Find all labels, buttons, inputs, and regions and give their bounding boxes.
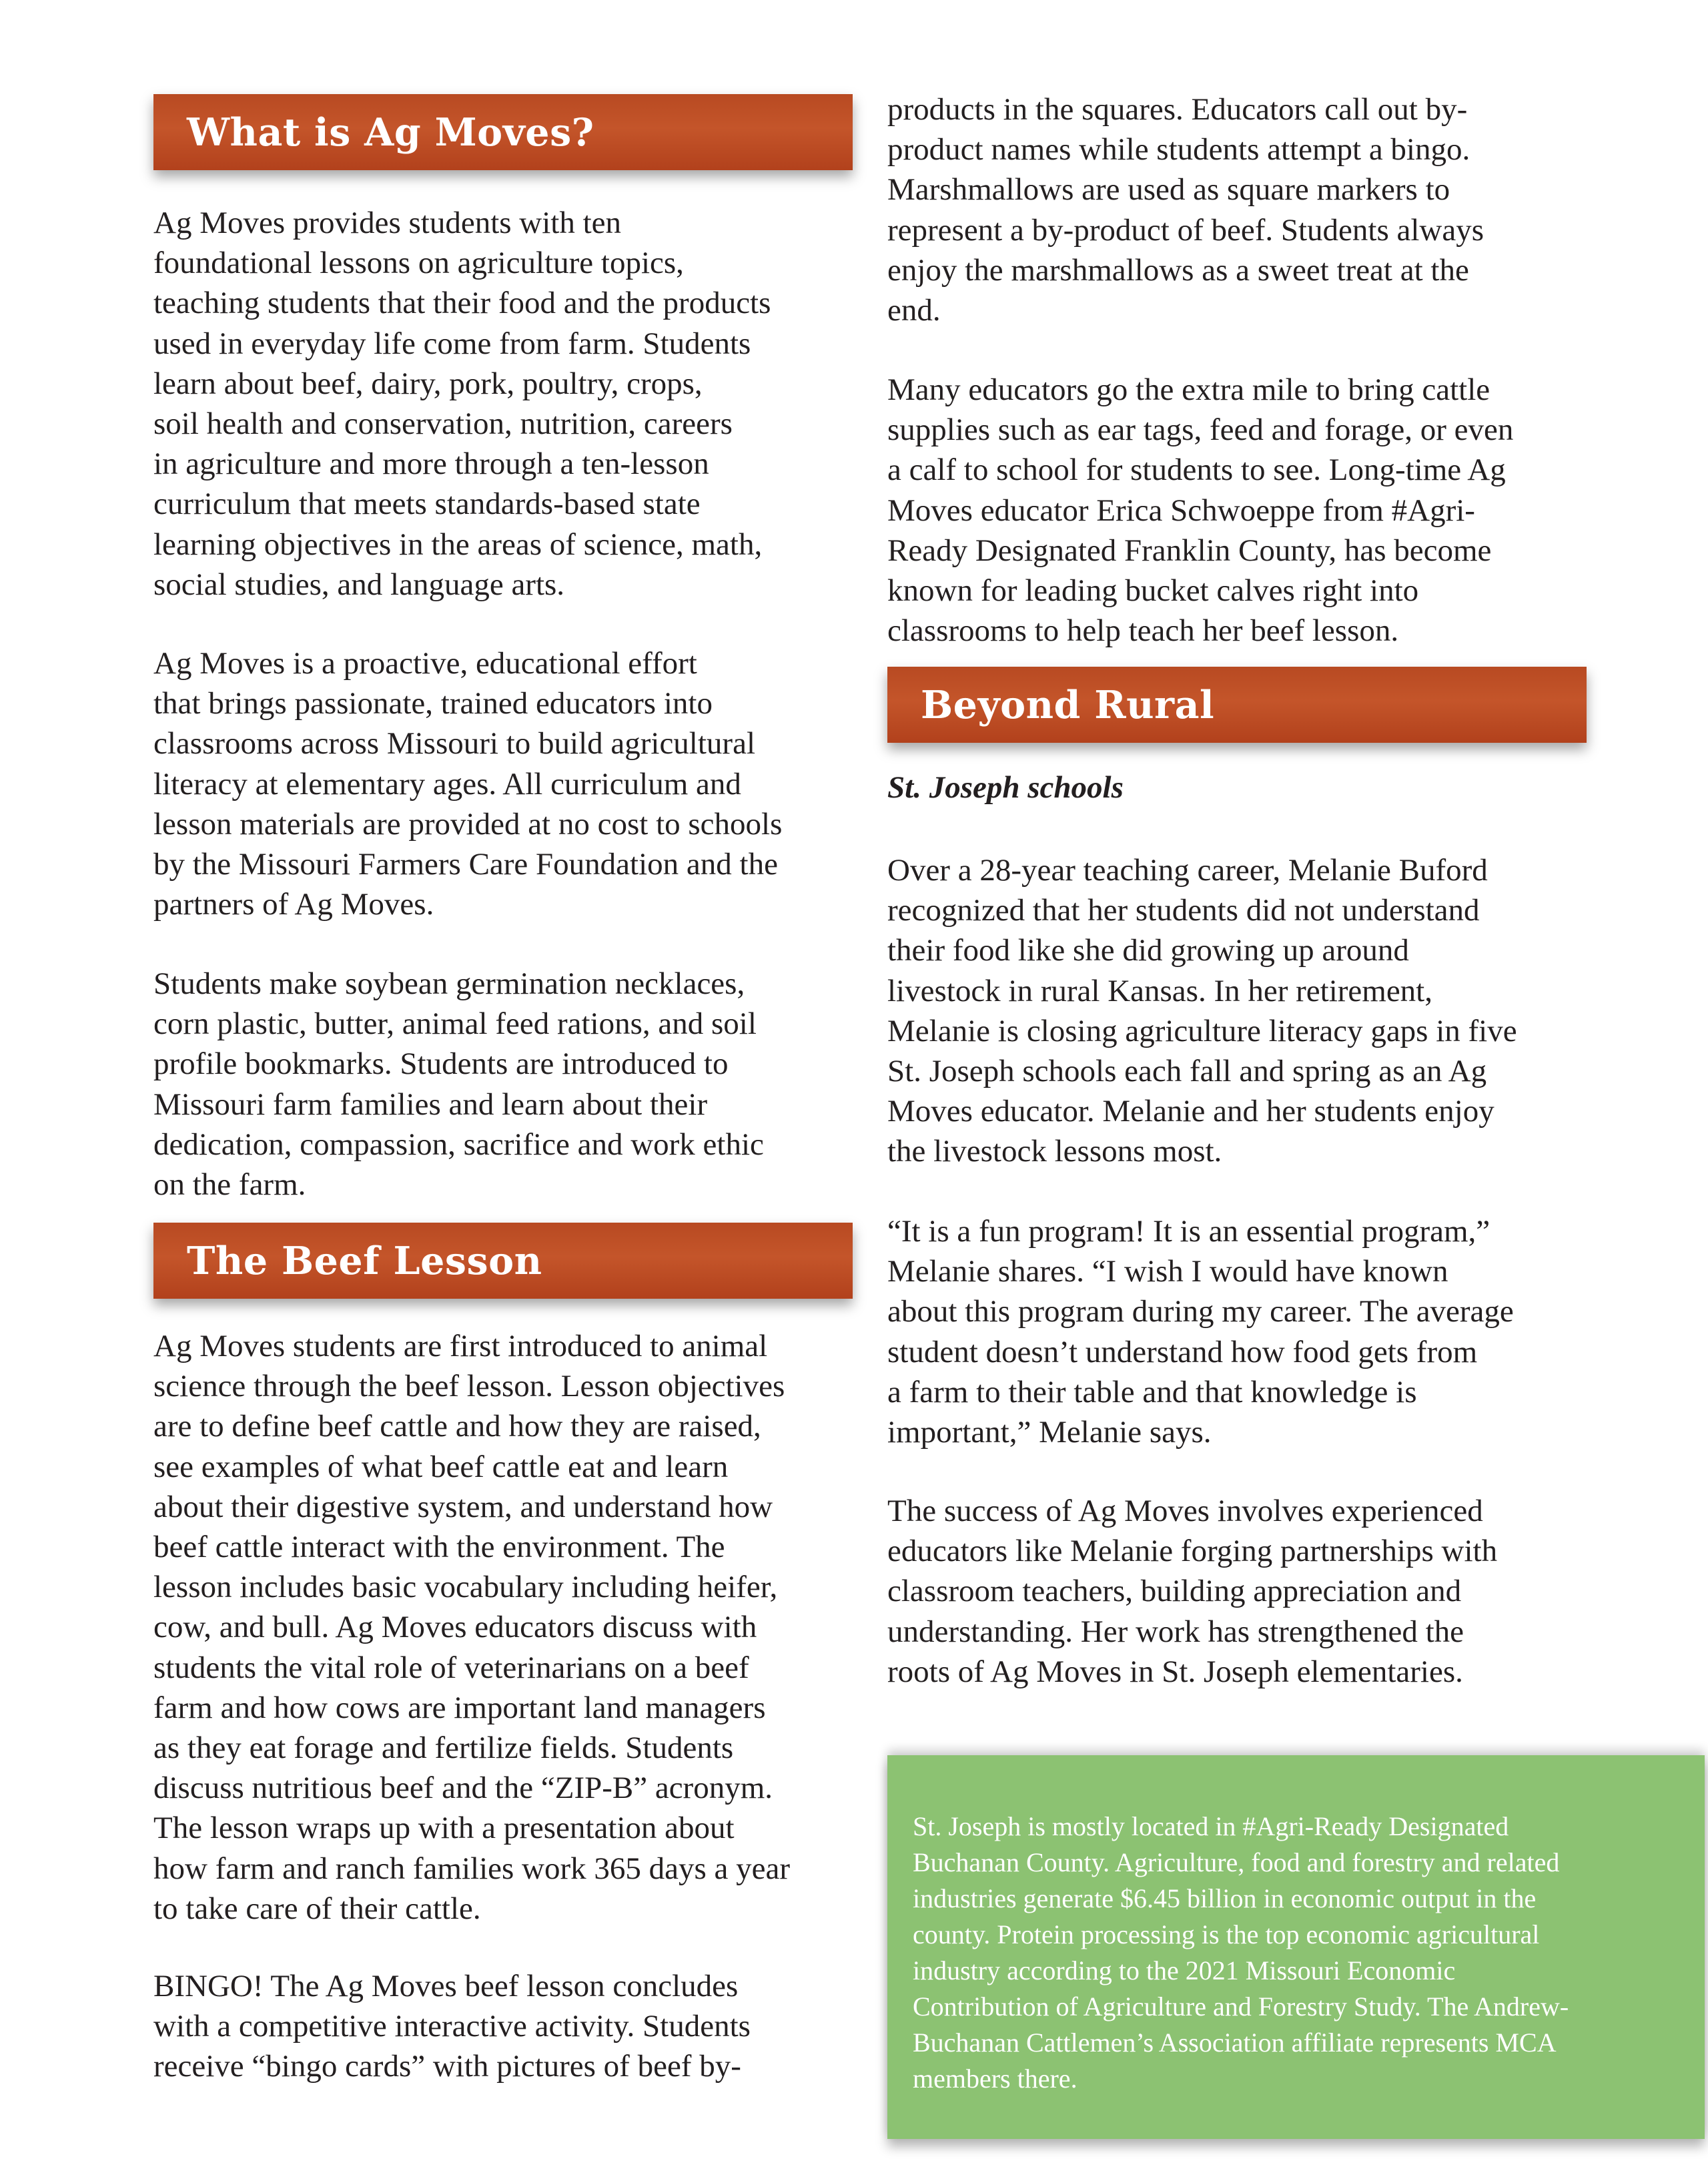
paragraph-ag-moves-effort: Ag Moves is a proactive, educational effort that brings passionate, trained educators into classrooms across Missouri to build agricultural literacy at elementary ages. All curriculum and lesson materials are provided at no cost to schools by the Missouri Farmers Care Foundation and the partners of Ag Moves. — [153, 646, 783, 922]
heading-beyond-rural-text: Beyond Rural — [921, 682, 1215, 727]
paragraph-bingo-continued: products in the squares. Educators call out by- product names while students attempt a bingo. Marshmallows are used as square markers to represent a by-product of beef. Students always enjoy the marshmallows as a sweet treat at the end. — [887, 92, 1484, 328]
section-heading-beyond-rural — [887, 667, 1587, 743]
section-heading-beef-lesson — [153, 1223, 853, 1299]
subhead-st-joseph-schools: St. Joseph schools — [887, 770, 1124, 805]
paragraph-beef-lesson: Ag Moves students are first introduced to animal science through the beef lesson. Lesson objectives are to define beef cattle and how they are raised, see examples of what beef cattle eat and learn about their digestive system, and understand how beef cattle interact with the environment. The lesson includes basic vocabulary including heifer, cow, and bull. Ag Moves educators discuss with students the vital role of veterinarians on a beef farm and how cows are important land managers as they eat forage and fertilize fields. Students discuss nutritious beef and the “ZIP-B” acronym. The lesson wraps up with a presentation about how farm and ranch families work 365 days a year to take care of their cattle. — [153, 1329, 791, 1926]
sidebar-buchanan-county — [887, 1755, 1705, 2139]
paragraph-extra-mile: Many educators go the extra mile to bring cattle supplies such as ear tags, feed and forage, or even a calf to school for students to see. Long-time Ag Moves educator Erica Schwoeppe from #Agri- Ready Designated Franklin County, has become known for leading bucket calves right into classrooms to help teach her beef lesson. — [887, 372, 1514, 649]
paragraph-melanie-quote: “It is a fun program! It is an essential program,” Melanie shares. “I wish I would have known about this program during my career. The average student doesn’t understand how food gets from a farm to their table and that knowledge is important,” Melanie says. — [887, 1214, 1514, 1450]
heading-beef-lesson-text: The Beef Lesson — [187, 1238, 542, 1283]
paragraph-melanie-buford: Over a 28-year teaching career, Melanie Buford recognized that her students did not understand their food like she did growing up around livestock in rural Kansas. In her retirement, Melanie is closing agriculture literacy gaps in five St. Joseph schools each fall and spring as an Ag Moves educator. Melanie and her students enjoy the livestock lessons most. — [887, 853, 1517, 1169]
paragraph-student-activities: Students make soybean germination necklaces, corn plastic, butter, animal feed rations, and soil profile bookmarks. Students are introduced to Missouri farm families and learn about their dedication, compassion, sacrifice and work ethic on the farm. — [153, 966, 764, 1203]
paragraph-bingo: BINGO! The Ag Moves beef lesson concludes with a competitive interactive activity. Students receive “bingo cards” with pictures of beef by- — [153, 1969, 751, 2084]
heading-what-is-ag-moves-text: What is Ag Moves? — [187, 109, 594, 155]
paragraph-ag-moves-overview: Ag Moves provides students with ten foundational lessons on agriculture topics, teaching students that their food and the products used in everyday life come from farm. Students learn about beef, dairy, pork, poultry, crops, soil health and conservation, nutrition, careers in agriculture and more through a ten-lesson curriculum that meets standards-based state learning objectives in the areas of science, math, social studies, and language arts. — [153, 206, 771, 602]
sidebar-text: St. Joseph is mostly located in #Agri-Ready Designated Buchanan County. Agriculture, food and forestry and related industries generate $6.45 billion in economic output in the county. Protein processing is the top economic agricultural industry according to the 2021 Missouri Economic Contribution of Agriculture and Forestry Study. The Andrew- Buchanan Cattlemen’s Association affiliate represents MCA members there. — [913, 1811, 1569, 2094]
section-heading-what-is-ag-moves — [153, 94, 853, 170]
paragraph-success: The success of Ag Moves involves experienced educators like Melanie forging partnerships with classroom teachers, building appreciation and understanding. Her work has strengthened the roots of Ag Moves in St. Joseph elementaries. — [887, 1494, 1498, 1689]
